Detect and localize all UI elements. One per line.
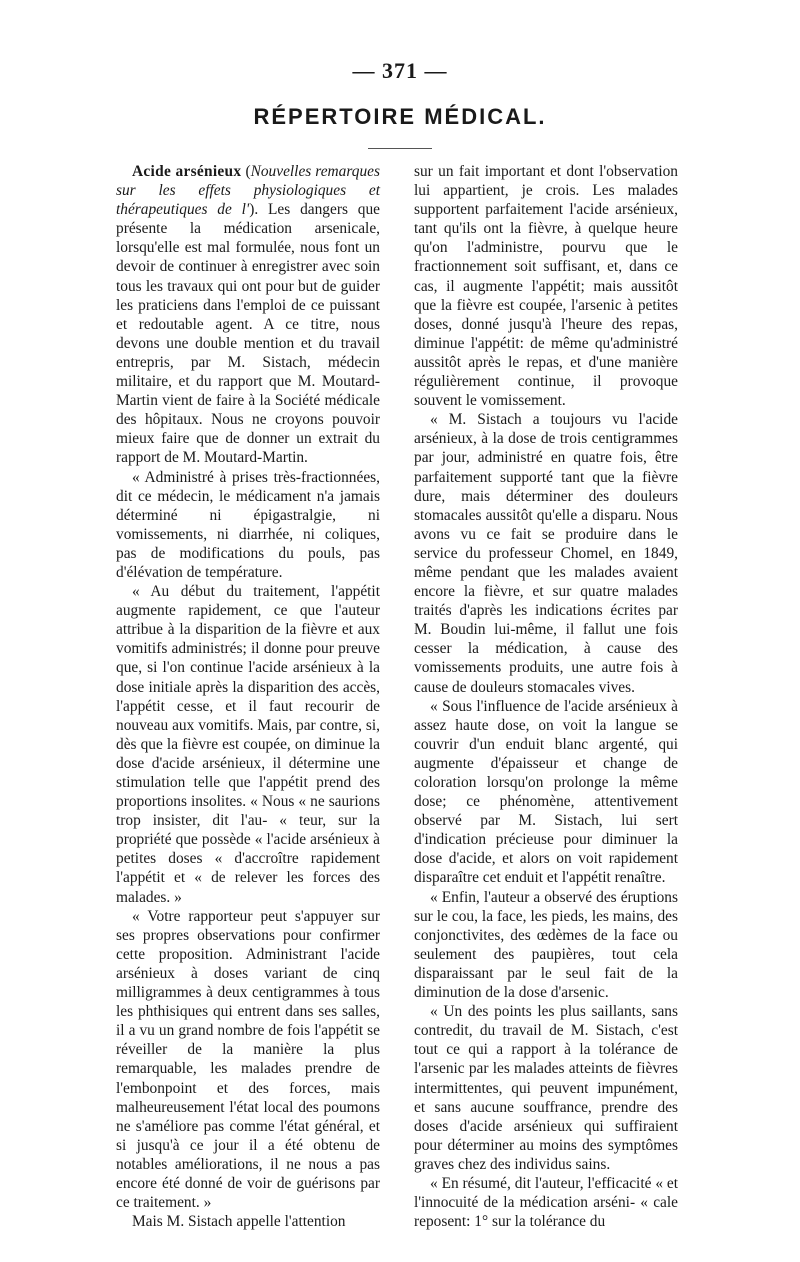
page-number: — 371 — xyxy=(352,58,448,83)
right-column xyxy=(414,162,678,1231)
paragraph: « En résumé, dit l'auteur, l'efficacité « et l'innocuité de la médication arséni- « cale reposent: 1° sur la tolérance du xyxy=(414,1174,678,1231)
paragraph: « Un des points les plus saillants, sans contredit, du travail de M. Sistach, c'est tout ce qui a rapport à la tolérance de l'arsenic par les malades atteints de fièvres intermittentes, qui peuvent impunément, et sans aucune souffrance, prendre des doses d'acide arsénieux qui suffiraient pour déterminer au moins des symptômes graves chez des individus sains. xyxy=(414,1003,678,1173)
paragraph: « Votre rapporteur peut s'appuyer sur ses propres observations pour confirmer cette proposition. Administrant l'acide arsénieux à doses variant de cinq milligrammes à deux centigrammes à tous les phthisiques qui entrent dans ses salles, il a vu un grand nombre de fois l'appétit se réveiller de la manière la plus remarquable, les malades prendre de l'embonpoint et des forces, mais malheureusement l'état local des poumons ne s'améliore pas comme l'état général, et si jusqu'à ce jour il a été obtenu de notables améliorations, il ne nous a pas encore été donné de voir de guérisons par ce traitement. » xyxy=(116,907,380,1212)
left-column xyxy=(116,162,380,1231)
subtitle-close: ). xyxy=(249,201,259,219)
article-heading: Acide arsénieux xyxy=(132,163,242,180)
paragraph-text: Les dangers que présente la médication arsenicale, lorsqu'elle est mal formulée, nous font un devoir de continuer à enregistrer avec soin tous les travaux qui ont pour but de guider les praticiens dans l'emploi de ce puissant et redoutable agent. A ce titre, nous devons une double mention et du travail entrepris, par M. Sistach, médecin militaire, et du rapport que M. Moutard-Martin vient de faire à la Société médicale des hôpitaux. Nous ne croyons pouvoir mieux faire que de donner un extrait du rapport de M. Moutard-Martin. xyxy=(116,201,380,467)
article-subtitle: Nouvelles remarques sur les effets physiologiques et thérapeutiques de l' xyxy=(116,163,380,219)
paragraph: « M. Sistach a toujours vu l'acide arsénieux, à la dose de trois centigrammes par jour, administré en quatre fois, être parfaitement supporté tant que la fièvre dure, mais déterminer des douleurs stomacales aussitôt qu'elle a disparu. Nous avons vu ce fait se produire dans le service du professeur Chomel, en 1849, même pendant que les malades avaient encore la fièvre, et sur quatre malades traités d'après les indications écrites par M. Boudin lui-même, il fallut une fois cesser la médication, à cause des vomissements produits, une autre fois à cause de douleurs stomacales vives. xyxy=(414,411,678,696)
paragraph: « Enfin, l'auteur a observé des éruptions sur le cou, la face, les pieds, les mains, des conjonctivites, des œdèmes de la face ou seulement des paupières, tout cela disparaissant par le seul fait de la diminution de la dose d'arsenic. xyxy=(414,888,678,1002)
subtitle-open: ( xyxy=(241,163,251,180)
paragraph: « Administré à prises très-fractionnées, dit ce médecin, le médicament n'a jamais déterminé ni épigastralgie, ni vomissements, ni diarrhée, ni coliques, pas de modifications du pouls, pas d'élévation de température. xyxy=(116,468,380,581)
paragraph: sur un fait important et dont l'observation lui appartient, je crois. Les malades supportent parfaitement l'acide arsénieux, tant qu'ils ont la fièvre, à quelque heure qu'on l'administre, pourvu que le fractionnement soit suffisant, et, dans ce cas, il augmente l'appétit; mais aussitôt que la fièvre est coupée, l'arsenic à petites doses, donné jusqu'à l'heure des repas, diminue l'appétit: de même qu'administré aussitôt après le repas, et d'une manière régulièrement continue, il provoque souvent le vomissement. xyxy=(414,163,678,410)
article-first-paragraph xyxy=(116,162,380,468)
paragraph: « Sous l'influence de l'acide arsénieux à assez haute dose, on voit la langue se couvrir d'un enduit blanc argenté, qui augmente d'épaisseur et change de coloration lorsqu'on prolonge la même dose; ce phénomène, attentivement observé par M. Sistach, lui sert d'indication précieuse pour diminuer la dose d'acide, et alors on voit rapidement disparaître cet enduit et l'appétit renaître. xyxy=(414,697,678,887)
paragraph: « Au début du traitement, l'appétit augmente rapidement, ce que l'auteur attribue à la disparition de la fièvre et aux vomitifs administrés; il donne pour preuve que, si l'on continue l'acide arsénieux à la dose initiale après la disparition des accès, l'appétit cesse, et il faut recourir de nouveau aux vomitifs. Mais, par contre, si, dès que la fièvre est coupée, on diminue la dose d'acide arsénieux, il détermine une stimulation telle que l'appétit prend des proportions insolites. « Nous « ne saurions trop insister, dit l'au- « teur, sur la propriété que possède « l'acide arsénieux à petites doses « d'accroître rapidement l'appétit et « de relever les forces des malades. » xyxy=(116,583,380,906)
paragraph: Mais M. Sistach appelle l'attention xyxy=(132,1213,346,1231)
title-rule xyxy=(368,148,432,149)
running-title: RÉPERTOIRE MÉDICAL. xyxy=(253,104,547,129)
